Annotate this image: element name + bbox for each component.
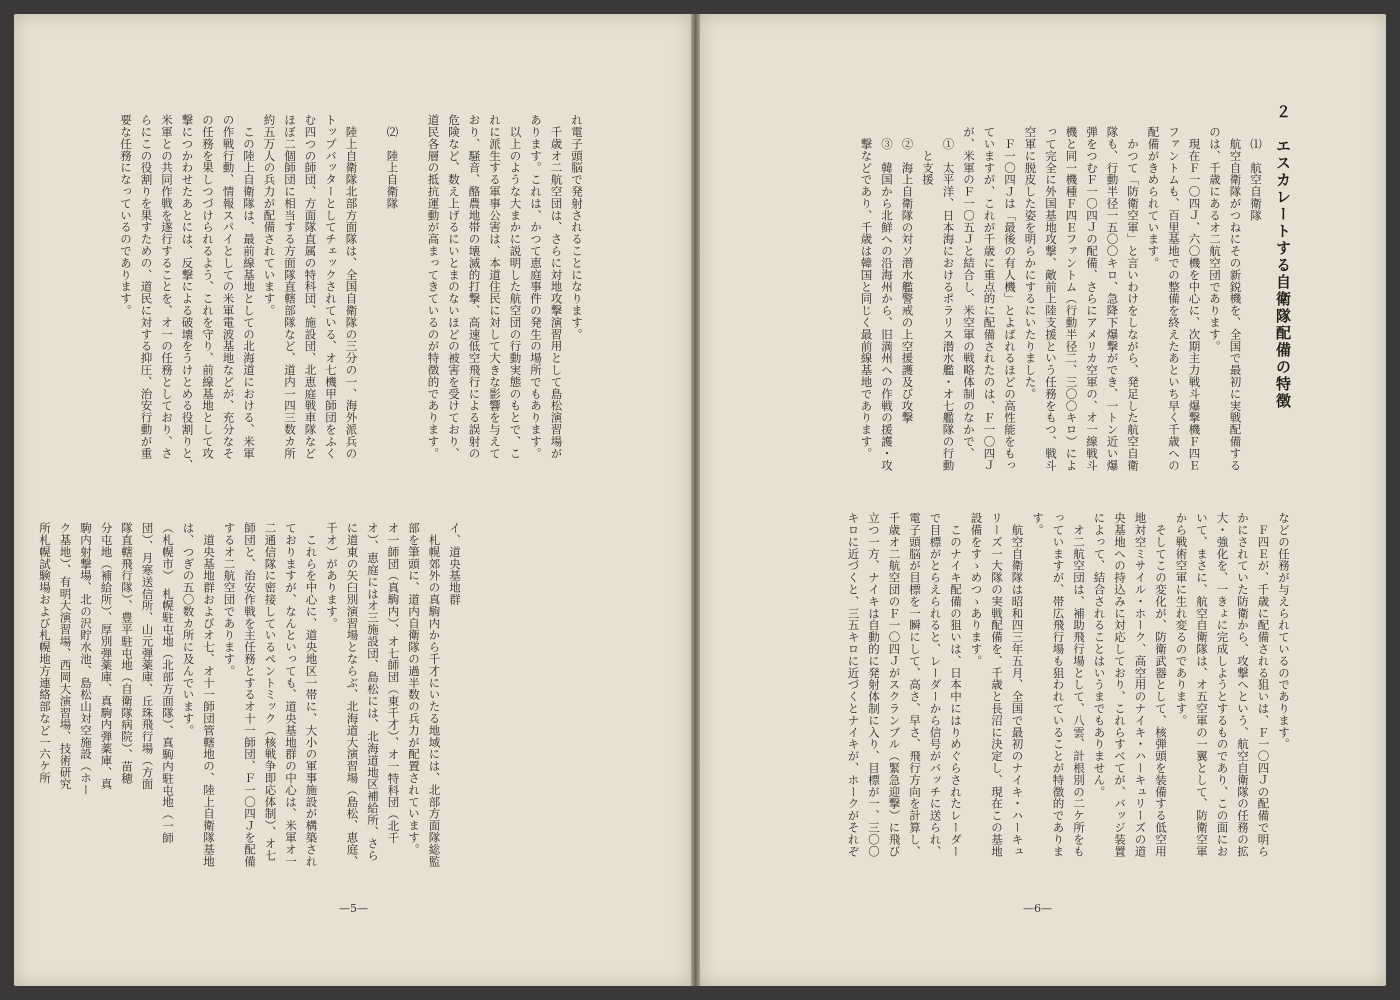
text-column: かにされていた防衛から、攻撃へという、航空自衛隊の任務の拡 <box>1236 512 1250 858</box>
text-column: などの任務が与えられているのであります。 <box>1277 512 1291 750</box>
text-column: 札幌郊外の真駒内から千才にいたる地域には、北部方面隊総監 <box>427 522 442 868</box>
text-column: Ｆ四Ｅが、千歳に配備される狙いは、Ｆ一〇四Ｊの配備で明ら <box>1256 512 1271 858</box>
text-column: ておりますが、なんといっても、道央基地群の中心は、米軍オ一 <box>284 522 298 868</box>
text-column: れ電子頭脳で発射されることになります。 <box>570 114 584 341</box>
text-column: 危険など、数え上げるにいとまのないほどの被害を受けており、 <box>447 114 461 460</box>
text-column: で目標がとらえられると、レーダーから信号がバッチに送られ、 <box>928 512 943 858</box>
text-column: 師団と、治安作戦を主任務とするオ十一師団、Ｆ一〇四Ｊを配備 <box>243 522 257 868</box>
book-gutter <box>691 14 700 986</box>
text-column: ⑴ 航空自衛隊 <box>1249 126 1263 222</box>
text-column: 約五万人の兵力が配備されています。 <box>262 114 277 317</box>
text-column: 陸上自衛隊北部方面隊は、全国自衛隊の三分の一、海外派兵の <box>344 114 359 460</box>
left-page <box>14 14 691 986</box>
text-column: この陸上自衛隊は、最前線基地としての北海道における、米軍 <box>242 114 256 460</box>
text-column: ほぼ二個師団に相当する方面隊直轄部隊など、道内一四三数カ所 <box>283 114 297 460</box>
text-column: 二通信隊に密接しているペントミック（核戦争即応体制）、オ七 <box>263 522 278 862</box>
text-column: す。 <box>1031 512 1045 536</box>
text-column: ① 太平洋、日本海におけるポラリス潜水艦・オ七艦隊の行動 <box>941 126 956 472</box>
right-bottom-text <box>843 512 1294 894</box>
text-column: 千歳オ二航空団は、さらに対地攻撃演習用として島松演習場が <box>549 114 564 460</box>
left-page-number: —5— <box>339 902 368 915</box>
text-column: 大・強化を、一きょに完成しようとするものであり、この面にお <box>1215 512 1230 858</box>
text-column: から戦術空軍に生れ変るのであります。 <box>1174 512 1189 727</box>
text-column: Ｆ一〇四Ｊは「最後の有人機」とよばれるほどの高性能をもっ <box>1003 126 1017 472</box>
text-column <box>362 114 383 484</box>
left-bottom-columns <box>35 522 466 894</box>
text-column: ていますが、これが千歳に重点的に配備されたのは、Ｆ一〇四Ｊ <box>982 126 997 472</box>
text-column: オ一師団（真駒内）、オ七師団（東千才）、オ一特科団（北千 <box>386 522 401 844</box>
text-column: れに派生する軍事公害は、本道住民に対して大きな影響を与えて <box>488 114 502 460</box>
text-column: 以上のような大まかに説明した航空団の行動実態のもとで、こ <box>508 114 523 460</box>
text-column: （札幌市） 札幌駐屯地（北部方面隊）、真駒内駐屯地（一師 <box>161 522 175 844</box>
text-column: 設備をすゝめつゝあります。 <box>969 512 984 667</box>
section-heading: ２ エスカレートする自衛隊配備の特徴 <box>1274 104 1292 410</box>
left-top-text <box>116 114 588 484</box>
text-column: に道東の矢臼別演習場とならぶ、北海道大演習場（島松、恵庭、 <box>345 522 360 868</box>
text-column: っていますが、帯広飛行場も狙われていることが特徴的でありま <box>1051 512 1066 858</box>
text-column: 米軍との共同作戦を遂行することを、オ一の任務としており、さ <box>160 114 174 460</box>
text-column: 電子頭脳が目標を一瞬にして、高さ、早さ、飛行方向を計算し、 <box>908 512 922 858</box>
text-column: イ、道央基地群 <box>448 522 462 606</box>
text-column: の作戦行動、情報スパイとしての米軍電波基地などが、充分なそ <box>221 114 236 460</box>
right-page-number: —6— <box>1023 902 1052 915</box>
text-column: ③ 韓国から北鮮への沿海州から、旧満州への作戦の援護・攻 <box>880 126 894 472</box>
text-column: 要な任務になっているのであります。 <box>119 114 133 317</box>
text-column: 現在Ｆ一〇四Ｊ、六〇機を中心に、次期主力戦斗爆撃機Ｆ四Ｅ <box>1187 126 1202 472</box>
text-column: キロに近づくと、三五キロに近づくとナイキが、ホークがそれぞ <box>846 512 861 858</box>
text-column: 分屯地（補給所）、厚別弾薬庫、真駒内弾薬庫、真 <box>99 522 114 790</box>
text-column: するオ二航空団であります。 <box>222 522 237 677</box>
text-column: 機と同一機種Ｆ四Ｅファントム（行動半径二、三〇〇キロ）によ <box>1064 126 1079 472</box>
text-column: 撃につかわせたあとには、反撃による破壊をうけとめる役割りと、 <box>180 114 195 471</box>
text-column: 撃などであり、千歳は韓国と同じく最前線基地であります。 <box>859 126 874 460</box>
text-column: ② 海上自衛隊の対ソ潜水艦警戒の上空援護及び攻撃 <box>900 126 915 424</box>
text-column: む四つの師団、方面隊直属の特科団、施設団、北恵庭戦車隊など <box>303 114 318 460</box>
text-column: 道民各層の抵抗運動が高まってきているのが特徴的であります。 <box>426 114 441 460</box>
text-column: によって、結合されることはいうまでもありません。 <box>1092 512 1107 798</box>
book-spread <box>14 14 1386 986</box>
left-bottom-text <box>35 522 466 894</box>
text-column: そしてこの変化が、防衛武器として、核弾頭を装備する低空用 <box>1154 512 1168 858</box>
text-column: トップバッターとしてチェックされている、オ七機甲師団をふく <box>324 114 338 460</box>
text-column: 所札幌試験場および札幌地方連絡部など一六ケ所 <box>38 522 52 784</box>
text-column: ク基地）、有明大演習場、西岡大演習場、技術研究 <box>58 522 73 790</box>
text-column <box>403 114 424 484</box>
text-column: 航空自衛隊がつねにその新鋭機を、全国で最初に実戦配備する <box>1228 126 1243 472</box>
text-column: オ二航空団は、補助飛行場として、八雲、計根別の二ケ所をも <box>1072 512 1086 858</box>
text-column: 央基地への持込みに対応しており、これらすべてが、バッジ装置 <box>1113 512 1127 858</box>
text-column: 部を筆頭に、道内自衛隊の過半数の兵力が配置されています。 <box>407 522 421 856</box>
text-column: は、つぎの五〇数カ所に及んでいます。 <box>181 522 196 737</box>
text-column: の任務を果しつづけられるよう、これを守り、前線基地として攻 <box>201 114 215 460</box>
text-column: このナイキ配備の狙いは、日本中にはりめぐらされたレーダー <box>949 512 963 858</box>
text-column: おり、騒音、酪農地帯の壊滅的打撃、高速低空飛行による誤射の <box>467 114 482 460</box>
text-column: ⑵ 陸上自衛隊 <box>385 114 400 210</box>
right-top-text <box>856 126 1266 481</box>
text-column: 道央基地群およびオ七、オ十一師団管轄地の、陸上自衛隊基地 <box>202 522 216 868</box>
text-column: 航空自衛隊は昭和四三年五月、全国で最初のナイキ・ハーキュ <box>1010 512 1025 858</box>
text-column: のは、千歳にあるオ二航空団であります。 <box>1208 126 1222 353</box>
text-column: 弾をつむＦ一〇四Ｊの配備、さらにアメリカ空軍の、オ一線戦斗 <box>1085 126 1099 472</box>
text-column: って完全に外国基地攻撃、敵前上陸支援という任務をもつ、戦斗 <box>1044 126 1058 472</box>
text-column: と支援 <box>921 126 935 186</box>
text-column: ファントムも、百里基地での整備を終えたあといち早く千歳への <box>1167 126 1181 472</box>
text-column: 千歳オ二航空団のＦ一〇四Ｊがスクランブル（緊急迎撃）に飛び <box>887 512 902 858</box>
text-column: 空軍に脱皮した姿を明らかにするにいたりました。 <box>1023 126 1038 400</box>
right-bottom-columns <box>843 512 1294 894</box>
right-page <box>700 14 1386 986</box>
text-column: かつて「防衛空軍」と言いわけをしながら、発足した航空自衛 <box>1126 126 1140 472</box>
right-top-columns <box>856 126 1266 481</box>
text-column: 隊も、行動半径一五〇〇キロ、急降下爆撃ができ、一トン近い爆 <box>1105 126 1120 472</box>
text-column: 隊直轄飛行隊）、豊平駐屯地（自衛隊病院）、苗穂 <box>120 522 134 785</box>
text-column: 立つ一方、ナイキは自動的に発射体制に入り、目標が一、三〇〇 <box>867 512 881 858</box>
text-column: 団）、月寒送信所、山元弾薬庫、丘珠飛行場（方面 <box>140 522 155 790</box>
left-top-columns <box>116 114 588 484</box>
text-column: あります。これは、かつて恵庭事件の発生の場所でもあります。 <box>529 114 543 460</box>
text-column: 千オ）があります。 <box>325 522 339 630</box>
text-column: らにこの役割りを果すための、道民に対する抑圧、治安行動が重 <box>139 114 154 460</box>
text-column: 配備がきめられています。 <box>1146 126 1161 269</box>
text-column: 駒内射撃場、北の沢貯水池、島松山対空施設（ホー <box>79 522 93 796</box>
text-column: リーズ一大隊の実戦配備を、千歳と長沼に決定し、現在この基地 <box>990 512 1004 858</box>
text-column: これらを中心に、道央地区一帯に、大小の軍事施設が構築され <box>304 522 319 868</box>
text-column: が、米軍のＦ一〇五Ｊと結合し、米空軍の戦略体制のなかで、 <box>962 126 976 460</box>
text-column: 地対空ミサイル・ホーク、高空用のナイキ・ハーキュリーズの道 <box>1133 512 1148 858</box>
text-column: いて、まさに、航空自衛隊は、オ五空軍の一翼として、防衛空軍 <box>1195 512 1209 858</box>
text-column: オ）、恵庭にはオ三施設団、島松には、北海道地区補給所、さら <box>366 522 380 862</box>
